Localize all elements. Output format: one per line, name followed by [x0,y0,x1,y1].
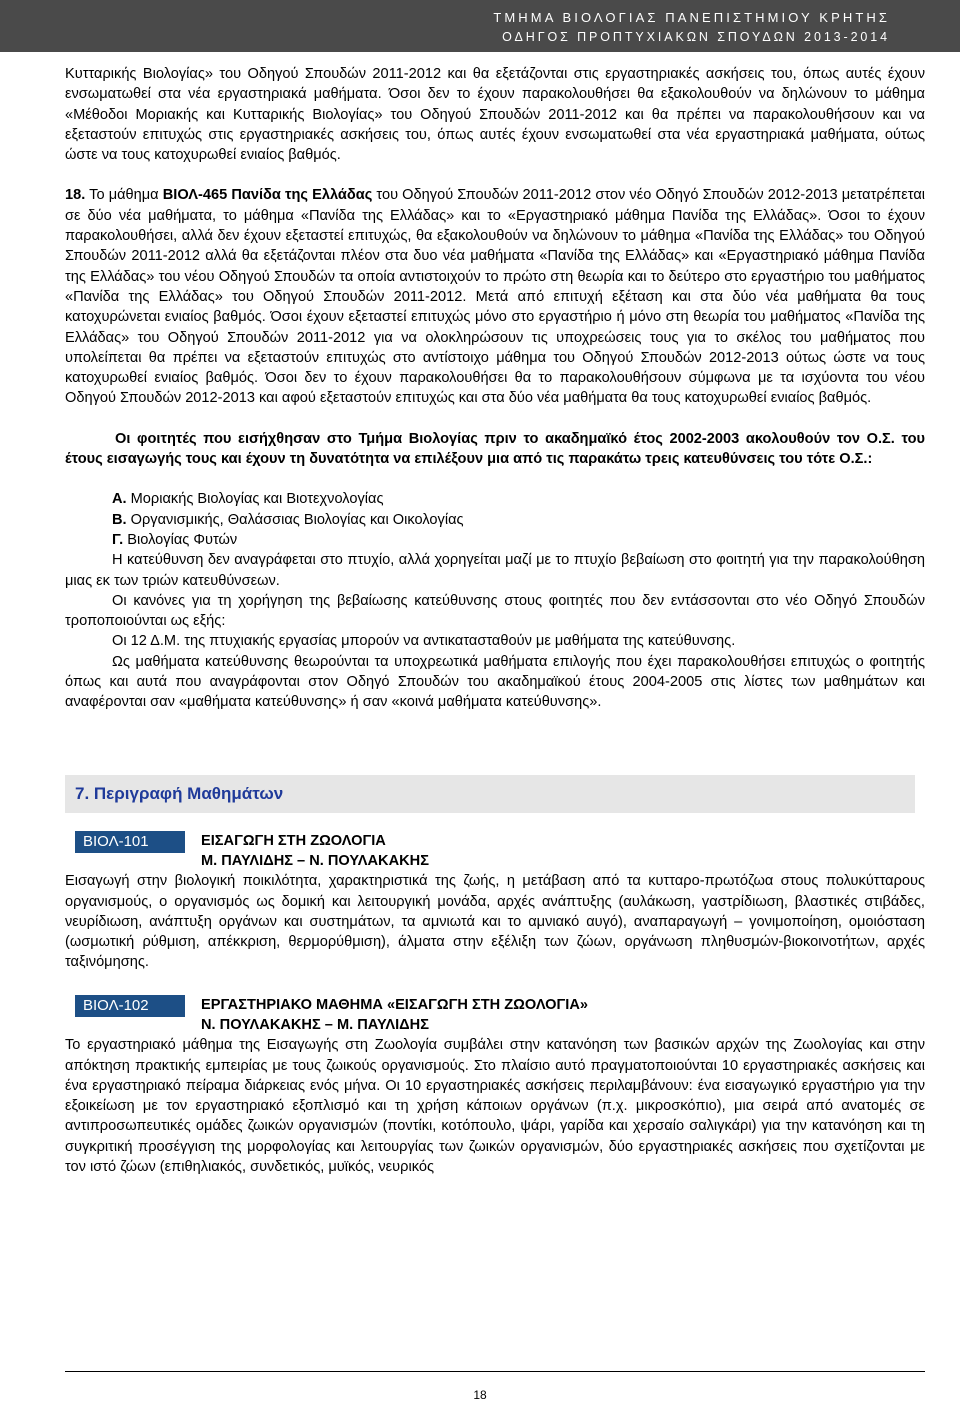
direction-rule-1: Οι 12 Δ.Μ. της πτυχιακής εργασίας μπορούν να αντικατασταθούν με μαθήματα της κατεύθυνσης. [112,633,736,650]
direction-c [112,530,925,550]
direction-letter: Β. [112,511,127,528]
item-18-lead: Το μάθημα [85,187,163,204]
directions-intro: Οι φοιτητές που εισήχθησαν στο Τμήμα Βιολογίας πριν το ακαδημαϊκό έτος 2002-2003 ακολουθούν τον Ο.Σ. του έτους εισαγωγής τους και έχουν τη δυνατότητα να επιλέξουν μια από τις παρακάτω τρεις κατευθύνσεις του τότε Ο.Σ.: [65,430,925,468]
page-header [0,0,960,52]
course-instructors: Ν. ΠΟΥΛΑΚΑΚΗΣ – Μ. ΠΑΥΛΙΔΗΣ [201,1016,429,1033]
course-description: Εισαγωγή στην βιολογική ποικιλότητα, χαρακτηριστικά της ζωής, η μετάβαση από τα κυτταρο-πρωτόζωα στους πολυκύτταρους οργανισμούς, ο οργανισμός ως δομική και λειτουργική μονάδα, αρχές ανάπτυξης (αυλάκωση, γαστρίδιωση, βλαστικές στιβάδες, νευρίδιωση, ανάπτυξη οργάνων και συστημάτων, τα αμνιωτά και το αμνιακό αυγό), αναπαραγωγή – γονιμοποίηση, ομοιόσταση (ωσμωτική ρύθμιση, απέκκριση, θερμορύθμιση), άλματα στην εξέλιξη των ζώων, οργάνωση πληθυσμών-βιοκοινοτήτων, αρχές ταξινόμησης. [65,873,925,971]
course-biol-102 [65,995,925,1178]
direction-note: Η κατεύθυνση δεν αναγράφεται στο πτυχίο, αλλά χορηγείται μαζί με το πτυχίο βεβαίωση στο φοιτητή για την παρακολούθηση μιας εκ των τριών κατευθύνσεων. [65,552,925,589]
section-heading-box [65,775,915,813]
course-instructors: Μ. ΠΑΥΛΙΔΗΣ – Ν. ΠΟΥΛΑΚΑΚΗΣ [201,852,429,869]
course-title: ΕΙΣΑΓΩΓΗ ΣΤΗ ΖΩΟΛΟΓΙΑ [201,832,386,849]
direction-letter: Γ. [112,531,124,548]
direction-rules: Οι κανόνες για τη χορήγηση της βεβαίωσης κατεύθυνσης στους φοιτητές που δεν εντάσσονται στο νέο Οδηγό Σπουδών τροποποιούνται ως εξής: [65,592,925,630]
item-18 [65,185,925,408]
page-content [65,64,925,1177]
direction-text: Βιολογίας Φυτών [123,531,238,548]
page-number: 18 [473,1388,487,1402]
section-title: 7. Περιγραφή Μαθημάτων [75,783,284,803]
course-code: ΒΙΟΛ-101 [75,831,185,853]
direction-rule-2: Ως μαθήματα κατεύθυνσης θεωρούνται τα υποχρεωτικά μαθήματα επιλογής που έχει παρακολουθήσει επιτυχώς ο φοιτητής όπως και αυτά που αναγράφονται στον Οδηγό Σπουδών του ακαδημαϊκού έτους 2004-2005 στις λίστες των μαθημάτων και αναφέρονται σαν «μαθήματα κατεύθυνσης» ή σαν «κοινά μαθήματα κατεύθυνσης». [65,653,925,711]
directions-list [65,489,925,550]
item-18-course: ΒΙΟΛ-465 Πανίδα της Ελλάδας [162,187,373,204]
item-18-text: του Οδηγού Σπουδών 2011-2012 στον νέο Οδηγό Σπουδών 2012-2013 μετατρέπεται σε δύο νέα μαθήματα, το μάθημα «Πανίδα της Ελλάδας» και το «Εργαστηριακό μάθημα Πανίδα της Ελλάδας». Όσοι το έχουν παρακολουθήσει, αλλά δεν έχουν εξεταστεί επιτυχώς, θα εξακολουθούν να δηλώνουν το μάθημα «Πανίδα της Ελλάδας» του Οδηγού Σπουδών 2011-2012 αλλά θα εξετάζονται πλέον στα δυο νέα μαθήματα «Πανίδα της Ελλάδας» και «Εργαστηριακό μάθημα Πανίδα της Ελλάδας» του νέου Οδηγού Σπουδών τα οποία αντιστοιχούν το πρώτο στη θεωρία και το δεύτερο στο εργαστήριο του μαθήματος «Πανίδα της Ελλάδας» του Οδηγού Σπουδών 2011-2012. Μετά από επιτυχή εξέταση και στα δύο νέα μαθήματα θα τους κατοχυρώνεται ενιαίος βαθμός. Όσοι έχουν εξεταστεί επιτυχώς μόνο στο εργαστήριο ή μόνο στη θεωρία του μαθήματος «Πανίδα της Ελλάδας» του Οδηγού Σπουδών 2011-2012 για να ολοκληρώσουν τις υποχρεώσεις τους για το σκέλος του μαθήματος που υπολείπεται θα πρέπει να εξεταστούν επιτυχώς στο αντίστοιχο μάθημα του Οδηγού Σπουδών 2012-2013 ούτως ώστε να τους κατοχυρωθεί ενιαίος βαθμός. Όσοι δεν το έχουν παρακολουθήσει θα το παρακολουθήσουν σύμφωνα με τα ισχύοντα του νέου Οδηγού Σπουδών 2012-2013 και αφού εξεταστούν επιτυχώς και στα δύο νέα μαθήματα θα τους κατοχυρωθεί ενιαίος βαθμός. [65,187,925,407]
course-title: ΕΡΓΑΣΤΗΡΙΑΚΟ ΜΑΘΗΜΑ «ΕΙΣΑΓΩΓΗ ΣΤΗ ΖΩΟΛΟΓΙΑ» [201,996,589,1013]
item-18-number: 18. [65,187,86,204]
footer-rule [65,1371,925,1372]
direction-a [112,489,925,509]
direction-text: Μοριακής Βιολογίας και Βιοτεχνολογίας [126,491,384,508]
course-biol-101 [65,831,925,973]
direction-letter: Α. [112,491,127,508]
paragraph-continuation: Κυτταρικής Βιολογίας» του Οδηγού Σπουδών 2011-2012 και θα εξετάζονται στις εργαστηριακές ασκήσεις του, όπως αυτές έχουν ενσωματωθεί στα νέα εργαστηριακά μαθήματα. Όσοι δεν το έχουν παρακολουθήσει θα εξακολουθούν να δηλώνουν το μάθημα «Μέθοδοι Μοριακής και Κυτταρικής Βιολογίας» του Οδηγού Σπουδών 2011-2012 και θα πρέπει να παρακολουθήσουν και να εξεταστούν επιτυχώς στις εργαστηριακές ασκήσεις του, όπως αυτές έχουν ενσωματωθεί στα νέα εργαστηριακά μαθήματα, ούτως ώστε να τους κατοχυρωθεί ενιαίος βαθμός. [65,66,925,164]
direction-b [112,510,925,530]
course-description: Το εργαστηριακό μάθημα της Εισαγωγής στη Ζωολογία συμβάλει στην κατανόηση των βασικών αρχών της Ζωολογίας και στην απόκτηση πρακτικής εμπειρίας με τους ζωικούς οργανισμούς. Στο πλαίσιο αυτό πραγματοποιούνται 10 εργαστηριακές ασκήσεις και ένα εργαστηριακό πείραμα διάρκειας ενός μήνα. Οι 10 εργαστηριακές ασκήσεις περιλαμβάνουν: ένα εισαγωγικό εργαστήριο για την εξοικείωση με τον εργαστηριακό εξοπλισμό και τη χρήση κάποιων οργάνων (π.χ. μικροσκόπιο), μια σειρά από ανατομές σε αντιπροσωπευτικές ομάδες ζωικών οργανισμών (ποντίκι, κοτόπουλο, ψάρι, γαρίδα και χερσαίο σαλιγκάρι) για την κατανόηση και τη συγκριτική προσέγγιση της μορφολογίας και λειτουργίας των ζωικών οργανισμών, δύο εργαστηριακές ασκήσεις που σχετίζονται με τον ιστό ζώων (επιθηλιακός, συνδετικός, μυϊκός, νευρικός [65,1037,925,1176]
direction-text: Οργανισμικής, Θαλάσσιας Βιολογίας και Οικολογίας [126,511,464,528]
header-guide-title: ΟΔΗΓΟΣ ΠΡΟΠΤΥΧΙΑΚΩΝ ΣΠΟΥΔΩΝ 2013-2014 [502,30,890,44]
course-code: ΒΙΟΛ-102 [75,995,185,1017]
header-department: ΤΜΗΜΑ ΒΙΟΛΟΓΙΑΣ ΠΑΝΕΠΙΣΤΗΜΙΟΥ ΚΡΗΤΗΣ [493,10,890,25]
